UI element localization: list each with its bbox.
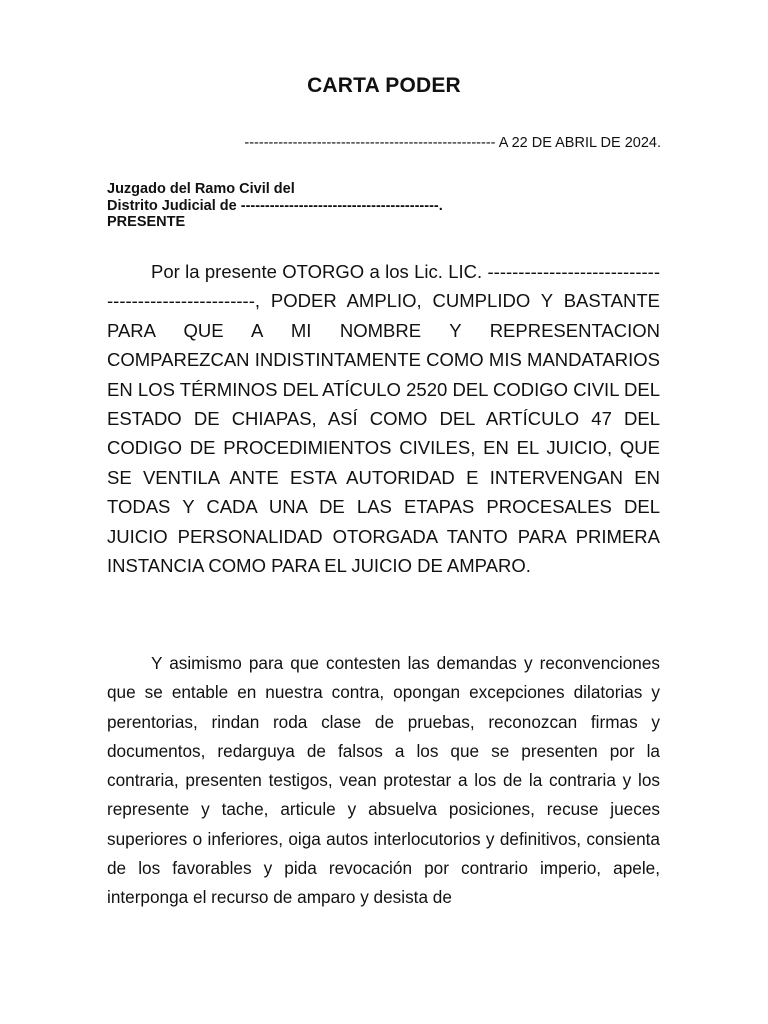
- addressee-line-3: PRESENTE: [107, 214, 186, 230]
- document-title: CARTA PODER: [307, 74, 461, 97]
- addressee-line-1: Juzgado del Ramo Civil del: [107, 181, 295, 197]
- addressee-block: [107, 181, 443, 231]
- addressee-line-2: Distrito Judicial de -----------------------------------------.: [107, 197, 443, 214]
- date-line: ---------------------------------------------------- A 22 DE ABRIL DE 2024.: [244, 135, 661, 151]
- body-paragraph-1: Por la presente OTORGO a los Lic. LIC. ----------------------------------------------------, PODER AMPLIO, CUMPLIDO Y BASTANTE PARA QUE A MI NOMBRE Y REPRESENTACION COMPAREZCAN INDISTINTAMENTE COMO MIS MANDATARIOS EN LOS TÉRMINOS DEL ATÍCULO 2520 DEL CODIGO CIVIL DEL ESTADO DE CHIAPAS, ASÍ COMO DEL ARTÍCULO 47 DEL CODIGO DE PROCEDIMIENTOS CIVILES, EN EL JUICIO, QUE SE VENTILA ANTE ESTA AUTORIDAD E INTERVENGAN EN TODAS Y CADA UNA DE LAS ETAPAS PROCESALES DEL JUICIO PERSONALIDAD OTORGADA TANTO PARA PRIMERA INSTANCIA COMO PARA EL JUICIO DE AMPARO.: [107, 261, 660, 577]
- body-paragraph-2: Y asimismo para que contesten las demandas y reconvenciones que se entable en nuestra contra, opongan excepciones dilatorias y perentorias, rindan roda clase de pruebas, reconozcan firmas y documentos, redarguya de falsos a los que se presenten por la contraria, presenten testigos, vean protestar a los de la contraria y los represente y tache, articule y absuelva posiciones, recuse jueces superiores o inferiores, oiga autos interlocutorios y definitivos, consienta de los favorables y pida revocación por contrario imperio, apele, interponga el recurso de amparo y desista de: [107, 653, 660, 908]
